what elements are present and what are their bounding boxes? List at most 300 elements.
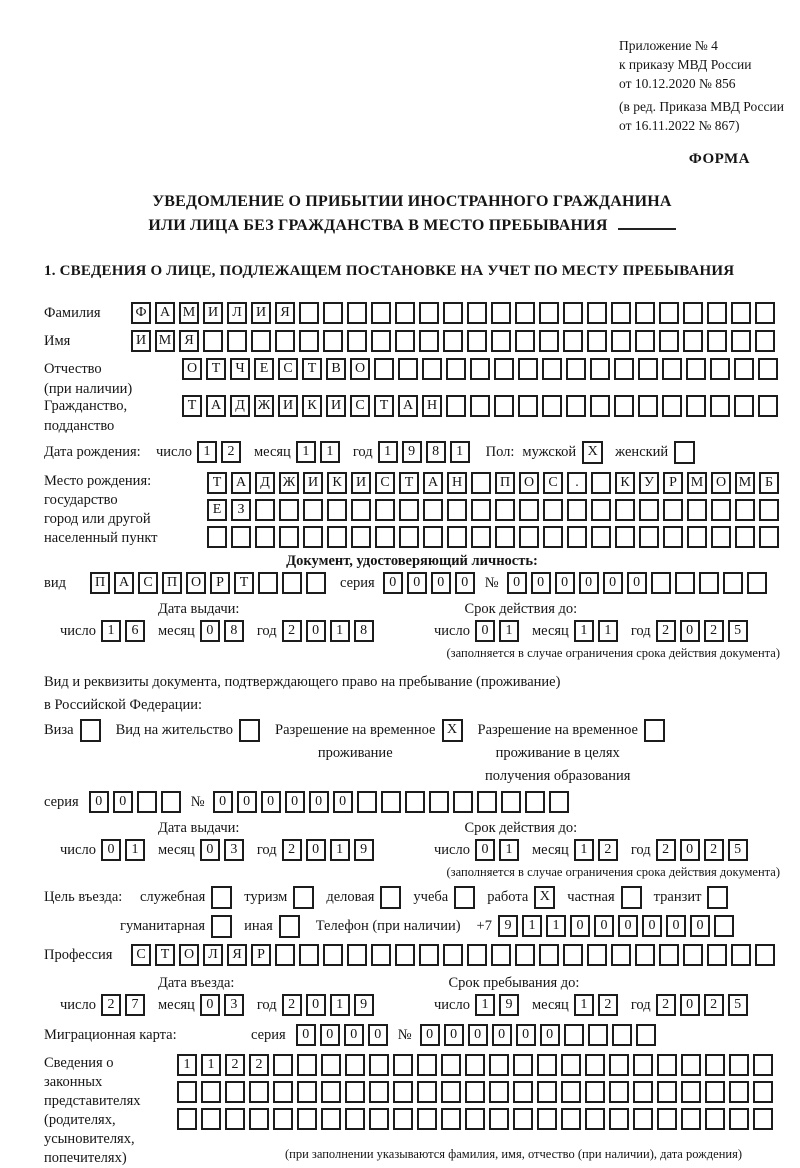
char-cell: 2 (249, 1054, 269, 1076)
checkbox-label: женский (615, 444, 669, 460)
date-part-label: месяц (531, 623, 569, 639)
visa-checkbox (80, 719, 101, 742)
char-cell (657, 1108, 677, 1130)
char-cell (705, 1108, 725, 1130)
char-cell: 0 (344, 1024, 364, 1046)
char-cell: 0 (101, 839, 121, 861)
char-cell: О (519, 472, 539, 494)
name-cells (131, 330, 779, 352)
char-cell (659, 330, 679, 352)
char-cell (710, 395, 730, 417)
char-cell: 1 (197, 441, 217, 463)
char-cell (395, 330, 415, 352)
char-cell: О (350, 358, 370, 380)
char-cell: 6 (125, 620, 145, 642)
char-cell: П (162, 572, 182, 594)
char-cell (273, 1081, 293, 1103)
gender-options (522, 441, 695, 464)
char-cell (467, 330, 487, 352)
header-reference (619, 36, 784, 135)
char-cell (683, 302, 703, 324)
char-cell (542, 395, 562, 417)
visit-purpose-row2 (120, 915, 780, 938)
char-cell: 1 (574, 839, 594, 861)
char-cell (491, 330, 511, 352)
char-cell: 2 (598, 994, 618, 1016)
birth-place-label-line4: населенный пункт (44, 530, 158, 546)
char-cell (303, 526, 323, 548)
identity-doc-type-label: вид (44, 575, 66, 591)
char-cell (225, 1081, 245, 1103)
char-cell (443, 944, 463, 966)
char-cell (566, 358, 586, 380)
char-cell (369, 1081, 389, 1103)
char-cell (351, 499, 371, 521)
char-cell (345, 1081, 365, 1103)
char-cell (393, 1081, 413, 1103)
char-cell (587, 330, 607, 352)
char-cell (471, 499, 491, 521)
char-cell: Я (275, 302, 295, 324)
char-cell (501, 791, 521, 813)
char-cell: А (114, 572, 134, 594)
checkbox (674, 441, 695, 464)
char-cell (734, 358, 754, 380)
char-cell: 5 (728, 994, 748, 1016)
char-cell (395, 944, 415, 966)
char-cell (611, 330, 631, 352)
char-cell: Л (227, 302, 247, 324)
char-cell (636, 1024, 656, 1046)
char-cell: С (138, 572, 158, 594)
visit-purpose-row (44, 886, 780, 909)
char-cell: 1 (450, 441, 470, 463)
char-cell: 9 (354, 994, 374, 1016)
char-cell (297, 1108, 317, 1130)
char-cell (611, 302, 631, 324)
char-cell (470, 395, 490, 417)
char-cell: Т (182, 395, 202, 417)
char-cell: 1 (330, 839, 350, 861)
char-cell (734, 395, 754, 417)
char-cell: 0 (309, 791, 329, 813)
char-cell (681, 1054, 701, 1076)
representatives-cells-row2 (177, 1081, 777, 1103)
char-cell (659, 302, 679, 324)
char-cell: 0 (306, 620, 326, 642)
identity-doc-note: (заполняется в случае ограничения срока действия документа) (446, 646, 780, 660)
char-cell (207, 526, 227, 548)
char-cell: 9 (499, 994, 519, 1016)
char-cell: 2 (101, 994, 121, 1016)
char-cell (675, 572, 695, 594)
char-cell (609, 1081, 629, 1103)
char-cell (561, 1081, 581, 1103)
date-part-label: год (256, 997, 277, 1013)
char-cell (345, 1108, 365, 1130)
name-row (44, 330, 780, 352)
char-cell (585, 1054, 605, 1076)
char-cell: 0 (690, 915, 710, 937)
char-cell (398, 358, 418, 380)
char-cell: Т (155, 944, 175, 966)
char-cell (587, 944, 607, 966)
char-cell (369, 1108, 389, 1130)
char-cell: Н (447, 472, 467, 494)
char-cell (417, 1108, 437, 1130)
char-cell (729, 1054, 749, 1076)
residence-intro-line2: в Российской Федерации: (44, 697, 203, 713)
char-cell: Д (255, 472, 275, 494)
char-cell: 0 (666, 915, 686, 937)
char-cell: 0 (603, 572, 623, 594)
char-cell (393, 1108, 413, 1130)
char-cell (537, 1081, 557, 1103)
char-cell: 3 (224, 839, 244, 861)
char-cell (279, 499, 299, 521)
char-cell (591, 499, 611, 521)
char-cell (563, 944, 583, 966)
char-cell: Е (254, 358, 274, 380)
char-cell: Д (230, 395, 250, 417)
char-cell (443, 330, 463, 352)
char-cell (227, 330, 247, 352)
checkbox-label: частная (567, 889, 615, 905)
char-cell: 0 (420, 1024, 440, 1046)
char-cell (609, 1054, 629, 1076)
char-cell: 7 (125, 994, 145, 1016)
char-cell (258, 572, 278, 594)
char-cell (446, 395, 466, 417)
char-cell (306, 572, 326, 594)
char-cell: И (326, 395, 346, 417)
char-cell: К (302, 395, 322, 417)
char-cell (747, 572, 767, 594)
residence-dates-row (44, 839, 780, 861)
identity-doc-seriya-cells (383, 572, 479, 594)
char-cell (495, 526, 515, 548)
char-cell (255, 526, 275, 548)
char-cell (567, 499, 587, 521)
checkbox (211, 915, 232, 938)
char-cell: 0 (213, 791, 233, 813)
representatives-label-line5: усыновителях, (44, 1131, 135, 1147)
header-line: к приказу МВД России (619, 57, 752, 72)
identity-doc-row (44, 572, 780, 594)
temp-residence-education-label (478, 719, 638, 788)
char-cell (519, 526, 539, 548)
checkbox-label: гуманитарная (120, 918, 206, 934)
char-cell: 0 (594, 915, 614, 937)
char-cell (393, 1054, 413, 1076)
char-cell: Т (374, 395, 394, 417)
char-cell (537, 1054, 557, 1076)
section1-heading: 1. СВЕДЕНИЯ О ЛИЦЕ, ПОДЛЕЖАЩЕМ ПОСТАНОВКЕ НА УЧЕТ ПО МЕСТУ ПРЕБЫВАНИЯ (44, 263, 735, 279)
char-cell: 0 (642, 915, 662, 937)
checkbox: X (534, 886, 555, 909)
char-cell (347, 302, 367, 324)
char-cell: Е (207, 499, 227, 521)
migration-card-label: Миграционная карта: (44, 1027, 177, 1043)
representatives-cells-row3 (177, 1108, 777, 1130)
char-cell: 0 (200, 620, 220, 642)
char-cell (282, 572, 302, 594)
residence-seriya-cells (89, 791, 185, 813)
char-cell: 2 (282, 994, 302, 1016)
char-cell (683, 330, 703, 352)
char-cell (753, 1054, 773, 1076)
identity-doc-seriya-label: серия (340, 575, 375, 591)
stay-until-group (434, 994, 752, 1016)
char-cell: 0 (579, 572, 599, 594)
char-cell (549, 791, 569, 813)
temp-residence-line2: проживание (317, 745, 393, 761)
char-cell (635, 330, 655, 352)
char-cell: Т (207, 472, 227, 494)
date-part-label: месяц (531, 997, 569, 1013)
representatives-block (44, 1054, 780, 1168)
char-cell: Р (210, 572, 230, 594)
char-cell (735, 499, 755, 521)
char-cell (345, 1054, 365, 1076)
char-cell: О (186, 572, 206, 594)
char-cell (758, 395, 778, 417)
char-cell (515, 302, 535, 324)
char-cell: 1 (574, 994, 594, 1016)
char-cell (591, 526, 611, 548)
char-cell (663, 526, 683, 548)
char-cell (731, 330, 751, 352)
char-cell (465, 1054, 485, 1076)
birth-date-label: Дата рождения: (44, 444, 141, 460)
citizenship-cells (182, 395, 782, 417)
char-cell: И (351, 472, 371, 494)
birth-place-label (44, 472, 207, 548)
char-cell (417, 1081, 437, 1103)
char-cell: Ч (230, 358, 250, 380)
char-cell (441, 1108, 461, 1130)
char-cell: С (375, 472, 395, 494)
char-cell (564, 1024, 584, 1046)
char-cell: 0 (383, 572, 403, 594)
birth-place-cells-row1 (207, 472, 783, 494)
char-cell (612, 1024, 632, 1046)
char-cell (759, 526, 779, 548)
char-cell (714, 915, 734, 937)
migration-card-row (44, 1024, 780, 1046)
char-cell (657, 1054, 677, 1076)
representatives-label-line4: (родителях, (44, 1112, 116, 1128)
char-cell (249, 1081, 269, 1103)
char-cell (638, 358, 658, 380)
date-part-label: год (630, 623, 651, 639)
char-cell (275, 944, 295, 966)
form-title (44, 190, 780, 237)
checkbox-label: учеба (413, 889, 449, 905)
identity-doc-heading: Документ, удостоверяющий личность: (286, 553, 538, 569)
char-cell (375, 526, 395, 548)
char-cell (369, 1054, 389, 1076)
char-cell (633, 1108, 653, 1130)
checkbox (279, 915, 300, 938)
char-cell: И (251, 302, 271, 324)
char-cell (251, 330, 271, 352)
char-cell: 0 (618, 915, 638, 937)
checkbox (211, 886, 232, 909)
char-cell (465, 1108, 485, 1130)
char-cell: 3 (224, 994, 244, 1016)
residence-issue-date (60, 839, 394, 861)
profession-cells (131, 944, 779, 966)
citizenship-row (44, 395, 780, 436)
char-cell: Н (422, 395, 442, 417)
char-cell (735, 526, 755, 548)
char-cell: С (131, 944, 151, 966)
residence-nomer-label: № (190, 794, 205, 810)
char-cell: 1 (499, 620, 519, 642)
residence-seriya-label: серия (44, 794, 79, 810)
identity-doc-valid-date (434, 620, 752, 642)
stay-until-label: Срок пребывания до: (448, 975, 580, 991)
char-cell: 1 (598, 620, 618, 642)
char-cell: Ж (254, 395, 274, 417)
char-cell: 0 (306, 994, 326, 1016)
char-cell (327, 499, 347, 521)
char-cell (470, 358, 490, 380)
char-cell: 0 (680, 620, 700, 642)
representatives-note: (при заполнении указываются фамилия, имя, отчество (при наличии), дата рождения) (284, 1147, 742, 1161)
char-cell (399, 499, 419, 521)
char-cell (705, 1081, 725, 1103)
birth-date-row (44, 441, 780, 464)
checkbox (621, 886, 642, 909)
checkbox-label: мужской (522, 444, 577, 460)
char-cell: 0 (261, 791, 281, 813)
char-cell: 0 (468, 1024, 488, 1046)
char-cell (705, 1054, 725, 1076)
char-cell: 9 (354, 839, 374, 861)
char-cell: 0 (680, 839, 700, 861)
char-cell (662, 395, 682, 417)
char-cell: 0 (285, 791, 305, 813)
char-cell: 5 (728, 839, 748, 861)
entry-date-label: Дата въезда: (158, 975, 235, 991)
char-cell: 1 (546, 915, 566, 937)
char-cell: Ф (131, 302, 151, 324)
char-cell: 0 (531, 572, 551, 594)
char-cell (447, 499, 467, 521)
char-cell: Т (234, 572, 254, 594)
char-cell (419, 330, 439, 352)
date-part-label: месяц (157, 623, 195, 639)
checkbox-label: деловая (326, 889, 375, 905)
char-cell (495, 499, 515, 521)
char-cell (686, 395, 706, 417)
visit-purpose-options (140, 886, 728, 909)
char-cell (321, 1081, 341, 1103)
char-cell (467, 302, 487, 324)
birth-date-group (156, 441, 474, 463)
char-cell (633, 1054, 653, 1076)
char-cell (635, 302, 655, 324)
char-cell (371, 944, 391, 966)
char-cell: 2 (221, 441, 241, 463)
char-cell: Л (203, 944, 223, 966)
char-cell: З (231, 499, 251, 521)
char-cell: 0 (444, 1024, 464, 1046)
char-cell (471, 526, 491, 548)
char-cell: 5 (728, 620, 748, 642)
char-cell (515, 944, 535, 966)
char-cell (585, 1081, 605, 1103)
char-cell: 0 (306, 839, 326, 861)
char-cell: 1 (177, 1054, 197, 1076)
char-cell: С (278, 358, 298, 380)
char-cell: 1 (320, 441, 340, 463)
char-cell: 0 (296, 1024, 316, 1046)
char-cell (635, 944, 655, 966)
phone-cells (498, 915, 738, 937)
char-cell (663, 499, 683, 521)
date-part-label: год (630, 997, 651, 1013)
char-cell (731, 944, 751, 966)
visa-label: Виза (44, 722, 74, 738)
phone-label: Телефон (при наличии) (315, 918, 461, 934)
entry-dates-row (44, 994, 780, 1016)
header-line: (в ред. Приказа МВД России (619, 99, 784, 114)
char-cell: И (303, 472, 323, 494)
char-cell (662, 358, 682, 380)
char-cell (513, 1081, 533, 1103)
representatives-cells-row1 (177, 1054, 777, 1076)
char-cell: 0 (368, 1024, 388, 1046)
char-cell: К (327, 472, 347, 494)
char-cell (321, 1054, 341, 1076)
char-cell: А (398, 395, 418, 417)
date-part-label: год (256, 842, 277, 858)
char-cell (249, 1108, 269, 1130)
citizenship-label (44, 395, 182, 436)
char-cell (375, 499, 395, 521)
char-cell (687, 526, 707, 548)
representatives-label-line2: законных (44, 1074, 103, 1090)
char-cell (711, 526, 731, 548)
char-cell: 9 (498, 915, 518, 937)
residence-valid-label: Срок действия до: (464, 820, 578, 836)
entry-date-group (60, 994, 394, 1016)
char-cell (321, 1108, 341, 1130)
char-cell (275, 330, 295, 352)
char-cell (753, 1081, 773, 1103)
char-cell (686, 358, 706, 380)
char-cell (539, 302, 559, 324)
residence-permit-label: Вид на жительство (115, 722, 234, 738)
residence-seriya-row (44, 791, 780, 813)
char-cell (231, 526, 251, 548)
char-cell (395, 302, 415, 324)
char-cell: 8 (354, 620, 374, 642)
char-cell (543, 526, 563, 548)
residence-valid-date (434, 839, 752, 861)
char-cell (561, 1054, 581, 1076)
char-cell (639, 499, 659, 521)
char-cell: У (639, 472, 659, 494)
identity-doc-date-labels (44, 600, 780, 619)
date-part-label: год (630, 842, 651, 858)
char-cell: 0 (680, 994, 700, 1016)
surname-label: Фамилия (44, 305, 101, 321)
temp-residence-education-checkbox (644, 719, 665, 742)
